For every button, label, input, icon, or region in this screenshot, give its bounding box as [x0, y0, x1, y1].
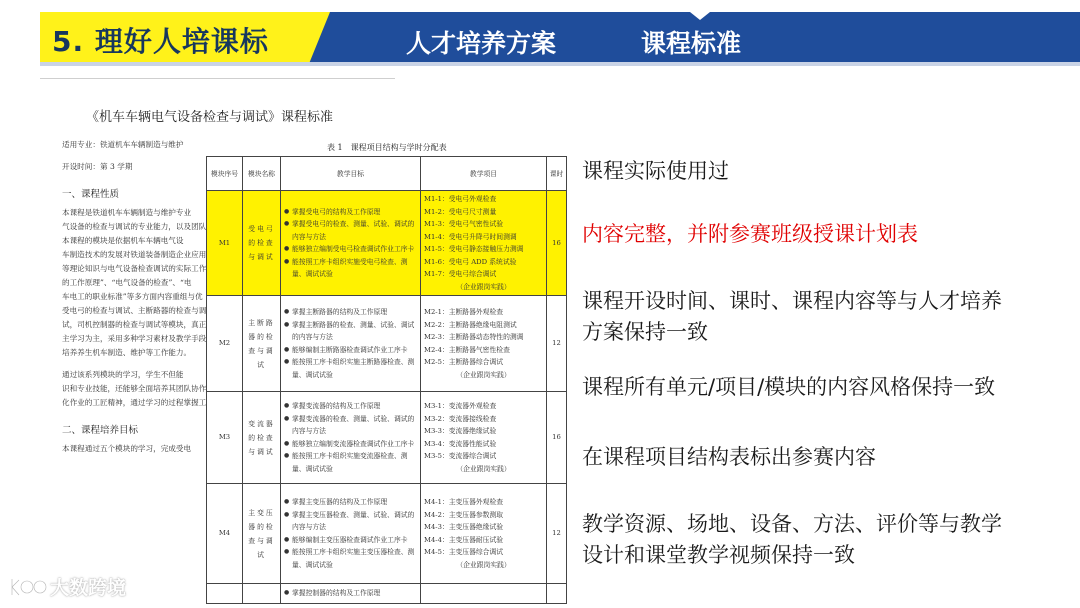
- point-text: 设计和课堂教学视频保持一致: [582, 543, 855, 567]
- objective-item: ● 能够独立编制变流器检查调试作业工序卡: [284, 438, 417, 451]
- project-item: M2-1：主断路器外观检查: [424, 308, 504, 316]
- module-objectives: [281, 484, 421, 584]
- point-complete-content: [582, 219, 918, 250]
- course-standard-document: [40, 76, 580, 606]
- project-item: M1-7：受电弓综合调试: [424, 270, 497, 278]
- doc-line: 试，司机控制器的检查与调试等模块，真正: [62, 320, 207, 329]
- doc-line: 通过该系列模块的学习，学生不但能: [62, 370, 184, 379]
- project-item: M2-4：主断路器气密性检查: [424, 345, 510, 354]
- module-hours: 16: [547, 392, 567, 484]
- project-item: M1-1：受电弓外观检查: [424, 195, 497, 203]
- project-item: M3-3：变流器绝缘试验: [424, 427, 497, 435]
- module-projects: [421, 296, 547, 392]
- module-hours: 12: [547, 296, 567, 392]
- course-structure-table: [206, 156, 567, 604]
- doc-line: 车制造技术的发展对铁道装备制造企业应用: [62, 250, 207, 259]
- module-projects: [421, 584, 547, 604]
- table-row: [207, 484, 567, 584]
- project-item: M1-5：受电弓静态接触压力测调: [424, 245, 524, 253]
- objective-item: ● 能够编制主断路器检查调试作业工序卡: [284, 344, 417, 357]
- module-id: M1: [207, 191, 243, 296]
- project-item: M2-3：主断路器动态特性的测调: [424, 333, 524, 341]
- project-item: M3-4：变流器性能试验: [424, 439, 497, 448]
- objective-item: ● 掌握主变压器检查、测量、试验、调试的内容与方法: [284, 509, 417, 534]
- project-item: M2-5：主断路器综合调试: [424, 358, 504, 366]
- active-tab-indicator-icon: [690, 12, 710, 20]
- project-item: M3-2：变流器接线检查: [424, 414, 497, 423]
- project-item: M4-4：主变压器耐压试验: [424, 535, 504, 544]
- project-item: M4-2：主变压器参数测取: [424, 510, 504, 519]
- project-note: （企业跟岗实践）: [456, 464, 511, 473]
- point-consistent-resources: [582, 509, 1002, 571]
- module-id: M2: [207, 296, 243, 392]
- project-item: M4-3：主变压器绝缘试验: [424, 523, 504, 531]
- objective-item: ● 能按照工序卡组织实施主变压器检查、测量、调试试验: [284, 546, 417, 571]
- tab-course-standard: 课程标准: [641, 29, 742, 58]
- watermark: [6, 573, 126, 600]
- module-name: 主断路器的检查与调试: [243, 296, 281, 392]
- module-id: [207, 584, 243, 604]
- document-title: 《机车车辆电气设备检查与调试》课程标准: [86, 110, 334, 125]
- module-objectives: [281, 191, 421, 296]
- doc-line: 气设备的检查与调试的专业能力，以及团队: [62, 222, 207, 231]
- point-text: 课程实际使用过: [582, 159, 729, 183]
- doc-line: 等理论知识与电气设备检查调试的实际工作: [62, 264, 207, 273]
- banner-underline: [40, 62, 1080, 66]
- project-item: M1-4：受电弓升降弓时间测调: [424, 232, 517, 241]
- point-mark-competition-content: [582, 442, 876, 473]
- module-projects: [421, 191, 547, 296]
- point-consistent-with-plan: [582, 286, 1002, 348]
- objective-item: ● 掌握受电弓的检查、测量、试验、调试的内容与方法: [284, 218, 417, 243]
- module-name: 主变压器的检查与调试: [243, 484, 281, 584]
- module-id: M4: [207, 484, 243, 584]
- point-consistent-style: [582, 372, 995, 403]
- doc-line: 开设时间：第 3 学期: [62, 162, 133, 171]
- point-text: 教学资源、场地、设备、方法、评价等与教学: [582, 512, 1002, 536]
- project-item: M1-3：受电弓气密性试验: [424, 220, 504, 228]
- module-name: [243, 584, 281, 604]
- doc-line: 识和专业技能，还能够全面培养其团队协作: [62, 384, 207, 393]
- project-item: M3-1：变流器外观检查: [424, 402, 497, 410]
- module-hours: 16: [547, 191, 567, 296]
- section-title: 5. 理好人培课标: [52, 25, 269, 58]
- table-row: [207, 392, 567, 484]
- module-hours: [547, 584, 567, 604]
- doc-line: 的工作原理”、“电气设备的检查”、“电: [62, 278, 192, 287]
- doc-line: 本课程通过五个模块的学习，完成受电: [62, 444, 192, 453]
- module-name: 受电弓的检查与调试: [243, 191, 281, 296]
- project-note: （企业跟岗实践）: [456, 560, 511, 569]
- table-header: 教学项目: [421, 157, 547, 191]
- objective-item: ● 能够编制主变压器检查调试作业工序卡: [284, 534, 417, 547]
- objective-item: ● 掌握控制器的结构及工作原理: [284, 587, 417, 600]
- module-objectives: [281, 392, 421, 484]
- table-row: [207, 296, 567, 392]
- doc-line: 受电弓的检查与调试、主断路器的检查与调: [62, 306, 207, 315]
- module-projects: [421, 392, 547, 484]
- doc-heading: 二、课程培养目标: [62, 425, 139, 436]
- objective-item: ● 掌握变流器的检查、测量、试验、调试的内容与方法: [284, 413, 417, 438]
- header-banner: [0, 0, 1080, 70]
- module-name: 变流器的检查与调试: [243, 392, 281, 484]
- doc-line: 本课程是铁道机车车辆制造与维护专业: [62, 208, 192, 217]
- point-text: 课程开设时间、课时、课程内容等与人才培养: [582, 289, 1002, 313]
- objective-item: ● 能按照工序卡组织实施受电弓检查、测量、调试试验: [284, 256, 417, 281]
- project-item: M4-1：主变压器外观检查: [424, 498, 504, 506]
- project-item: M3-5：变流器综合调试: [424, 452, 497, 460]
- objective-item: ● 掌握主断路器的结构及工作原理: [284, 306, 417, 319]
- doc-line: 主学习为主，采用多种学习素材及教学手段: [62, 334, 207, 343]
- module-objectives: [281, 584, 421, 604]
- objective-item: ● 能够独立编制受电弓检查调试作业工序卡: [284, 243, 417, 256]
- objective-item: ● 掌握受电弓的结构及工作原理: [284, 206, 417, 219]
- point-used-in-practice: [582, 156, 729, 187]
- doc-line: 培养养生机车制造、维护等工作能力。: [62, 348, 192, 357]
- module-id: M3: [207, 392, 243, 484]
- ksd-logo-icon: [6, 576, 48, 598]
- watermark-text: 大数跨境: [50, 577, 127, 599]
- project-item: M4-5：主变压器综合调试: [424, 548, 504, 556]
- divider: [40, 78, 395, 79]
- objective-item: ● 掌握主断路器的检查、测量、试验、调试的内容与方法: [284, 319, 417, 344]
- objective-item: ● 掌握变流器的结构及工作原理: [284, 400, 417, 413]
- project-item: M2-2：主断路器绝缘电阻测试: [424, 320, 517, 329]
- tab-talent-plan: 人才培养方案: [406, 29, 557, 58]
- table-row: [207, 584, 567, 604]
- table-header: 模块名称: [243, 157, 281, 191]
- objective-item: ● 能按照工序卡组织实施变流器检查、测量、调试试验: [284, 450, 417, 475]
- point-text: 在课程项目结构表标出参赛内容: [582, 445, 876, 469]
- module-projects: [421, 484, 547, 584]
- doc-line: 车电工的职业标准”等多方面内容重组与优: [62, 292, 203, 301]
- table-caption: 表 1 课程项目结构与学时分配表: [327, 143, 447, 152]
- doc-line: 本课程的模块是依据机车车辆电气设: [62, 236, 184, 245]
- table-header: 模块序号: [207, 157, 243, 191]
- module-hours: 12: [547, 484, 567, 584]
- table-header: 教学目标: [281, 157, 421, 191]
- objective-item: ● 掌握主变压器的结构及工作原理: [284, 496, 417, 509]
- project-item: M1-2：受电弓尺寸测量: [424, 207, 497, 216]
- point-text: 内容完整，并附参赛班级授课计划表: [582, 222, 918, 246]
- point-text: 课程所有单元/项目/模块的内容风格保持一致: [582, 375, 996, 399]
- project-note: （企业跟岗实践）: [456, 370, 511, 379]
- module-objectives: [281, 296, 421, 392]
- doc-heading: 一、课程性质: [62, 189, 120, 200]
- table-row: [207, 191, 567, 296]
- project-note: （企业跟岗实践）: [456, 282, 511, 291]
- table-header: 课时: [547, 157, 567, 191]
- doc-line: 适用专业：铁道机车车辆制造与维护: [62, 140, 184, 149]
- doc-line: 化作业的工匠精神，通过学习的过程掌握工: [62, 398, 207, 407]
- point-text: 方案保持一致: [582, 320, 708, 344]
- project-item: M1-6：受电弓 ADD 系统试验: [424, 257, 517, 266]
- objective-item: ● 能按照工序卡组织实施主断路器检查、测量、调试试验: [284, 356, 417, 381]
